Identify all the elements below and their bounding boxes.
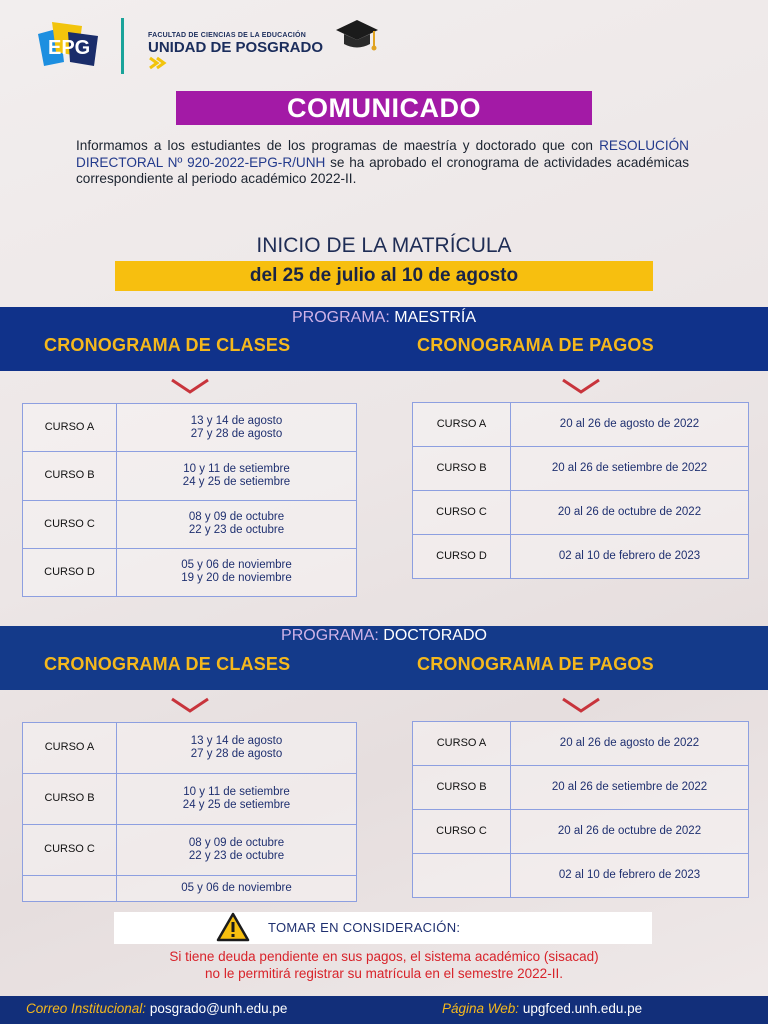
course-cell: CURSO D bbox=[413, 535, 511, 579]
logo-letter-e: EPG bbox=[48, 37, 91, 59]
course-cell: CURSO B bbox=[23, 452, 117, 500]
payments-table-maestria bbox=[412, 402, 749, 579]
course-cell: CURSO A bbox=[23, 723, 117, 774]
course-cell: CURSO C bbox=[413, 491, 511, 535]
payment-dates-cell: 20 al 26 de setiembre de 2022 bbox=[511, 447, 749, 491]
warning-line: Si tiene deuda pendiente en sus pagos, el sistema académico (sisacad) bbox=[169, 949, 599, 964]
enrollment-dates: del 25 de julio al 10 de agosto bbox=[115, 261, 653, 291]
dates-cell bbox=[117, 500, 357, 548]
table-row bbox=[413, 535, 749, 579]
web-label: Página Web: bbox=[442, 1001, 520, 1016]
course-cell: CURSO A bbox=[23, 404, 117, 452]
dates-cell bbox=[117, 723, 357, 774]
table-row bbox=[23, 723, 357, 774]
classes-table-doctorado bbox=[22, 722, 357, 902]
date-line: 24 y 25 de setiembre bbox=[182, 798, 291, 811]
payment-dates-cell: 20 al 26 de octubre de 2022 bbox=[511, 491, 749, 535]
date-line: 10 y 11 de setiembre bbox=[183, 785, 290, 798]
payment-dates-cell: 20 al 26 de setiembre de 2022 bbox=[511, 766, 749, 810]
date-line: 22 y 23 de octubre bbox=[188, 524, 285, 537]
table-row bbox=[413, 722, 749, 766]
payment-dates-cell: 20 al 26 de agosto de 2022 bbox=[511, 403, 749, 447]
footer-email bbox=[26, 1001, 287, 1016]
program-label: PROGRAMA: bbox=[291, 309, 390, 326]
resolution-reference: RESOLUCIÓN DIRECTORAL Nº 920-2022-EPG-R/UNH bbox=[76, 138, 689, 170]
table-row bbox=[23, 452, 357, 500]
course-cell: CURSO A bbox=[413, 403, 511, 447]
payment-dates-cell: 02 al 10 de febrero de 2023 bbox=[511, 854, 749, 898]
date-line: 05 y 06 de noviembre bbox=[181, 881, 292, 894]
date-line: 27 y 28 de agosto bbox=[190, 427, 283, 440]
program-name: DOCTORADO bbox=[383, 627, 487, 644]
payments-schedule-title: CRONOGRAMA DE PAGOS bbox=[417, 335, 654, 355]
table-row bbox=[413, 403, 749, 447]
email-address[interactable]: posgrado@unh.edu.pe bbox=[149, 1001, 288, 1016]
warning-message bbox=[0, 948, 768, 982]
dates-cell bbox=[117, 404, 357, 452]
table-row bbox=[23, 875, 357, 901]
footer bbox=[0, 996, 768, 1024]
chevron-down-icon bbox=[170, 378, 210, 396]
intro-text-end: se ha aprobado el cronograma de actividades académicas correspondiente al periodo académico 2022-II. bbox=[76, 154, 689, 186]
payment-dates-cell: 20 al 26 de octubre de 2022 bbox=[511, 810, 749, 854]
program-label: PROGRAMA: bbox=[281, 627, 379, 644]
course-cell: CURSO C bbox=[23, 500, 117, 548]
faculty-name: FACULTAD DE CIENCIAS DE LA EDUCACIÓN bbox=[148, 32, 306, 39]
intro-paragraph bbox=[76, 138, 689, 188]
course-cell: CURSO B bbox=[23, 773, 117, 824]
dates-cell bbox=[117, 875, 357, 901]
date-line: 13 y 14 de agosto bbox=[190, 414, 283, 427]
date-line: 13 y 14 de agosto bbox=[190, 734, 283, 747]
payments-schedule-title: CRONOGRAMA DE PAGOS bbox=[417, 654, 654, 674]
graduation-cap-icon bbox=[334, 18, 380, 54]
course-cell: CURSO B bbox=[413, 766, 511, 810]
date-line: 08 y 09 de octubre bbox=[188, 836, 285, 849]
arrow-icon bbox=[148, 56, 168, 70]
payments-table-doctorado bbox=[412, 721, 749, 898]
table-row bbox=[413, 810, 749, 854]
date-line: 10 y 11 de setiembre bbox=[183, 462, 290, 475]
table-row bbox=[23, 824, 357, 875]
chevron-down-icon bbox=[170, 697, 210, 715]
date-line: 24 y 25 de setiembre bbox=[182, 475, 291, 488]
table-row bbox=[23, 500, 357, 548]
payment-dates-cell: 20 al 26 de agosto de 2022 bbox=[511, 722, 749, 766]
course-cell: CURSO B bbox=[413, 447, 511, 491]
table-row bbox=[23, 404, 357, 452]
footer-web bbox=[442, 1001, 642, 1016]
email-label: Correo Institucional: bbox=[26, 1001, 147, 1016]
classes-table-maestria bbox=[22, 403, 357, 597]
dates-cell bbox=[117, 824, 357, 875]
dates-cell bbox=[117, 452, 357, 500]
table-row bbox=[413, 854, 749, 898]
unit-name: UNIDAD DE POSGRADO bbox=[148, 39, 324, 56]
warning-title: TOMAR EN CONSIDERACIÓN: bbox=[268, 920, 461, 935]
classes-schedule-title: CRONOGRAMA DE CLASES bbox=[44, 654, 291, 674]
program-title bbox=[0, 627, 768, 645]
header-divider bbox=[121, 18, 124, 74]
warning-icon bbox=[216, 912, 250, 942]
table-row bbox=[413, 766, 749, 810]
table-row bbox=[413, 491, 749, 535]
enrollment-title: INICIO DE LA MATRÍCULA bbox=[256, 234, 512, 257]
intro-text: Informamos a los estudiantes de los programas de maestría y doctorado que con bbox=[76, 138, 600, 153]
course-cell: CURSO C bbox=[413, 810, 511, 854]
table-row bbox=[23, 773, 357, 824]
chevron-down-icon bbox=[561, 378, 601, 396]
date-line: 05 y 06 de noviembre bbox=[181, 559, 292, 572]
table-row bbox=[413, 447, 749, 491]
date-line: 22 y 23 de octubre bbox=[188, 849, 285, 862]
payment-dates-cell: 02 al 10 de febrero de 2023 bbox=[511, 535, 749, 579]
web-address[interactable]: upgfced.unh.edu.pe bbox=[522, 1001, 643, 1016]
epg-logo bbox=[38, 22, 102, 68]
course-cell: CURSO C bbox=[23, 824, 117, 875]
dates-cell bbox=[117, 548, 357, 596]
program-header-doctorado bbox=[0, 626, 768, 690]
date-line: 19 y 20 de noviembre bbox=[181, 572, 292, 585]
classes-schedule-title: CRONOGRAMA DE CLASES bbox=[44, 335, 291, 355]
course-cell: CURSO D bbox=[23, 548, 117, 596]
table-row bbox=[23, 548, 357, 596]
course-cell bbox=[413, 854, 511, 898]
course-cell bbox=[23, 875, 117, 901]
program-header-maestria bbox=[0, 307, 768, 371]
chevron-down-icon bbox=[561, 697, 601, 715]
date-line: 27 y 28 de agosto bbox=[190, 747, 283, 760]
warning-line: no le permitirá registrar su matrícula en el semestre 2022-II. bbox=[205, 966, 563, 981]
program-title bbox=[0, 309, 768, 327]
date-line: 08 y 09 de octubre bbox=[188, 511, 285, 524]
course-cell: CURSO A bbox=[413, 722, 511, 766]
announcement-banner: COMUNICADO bbox=[176, 91, 592, 125]
program-name: MAESTRÍA bbox=[394, 309, 477, 326]
dates-cell bbox=[117, 773, 357, 824]
